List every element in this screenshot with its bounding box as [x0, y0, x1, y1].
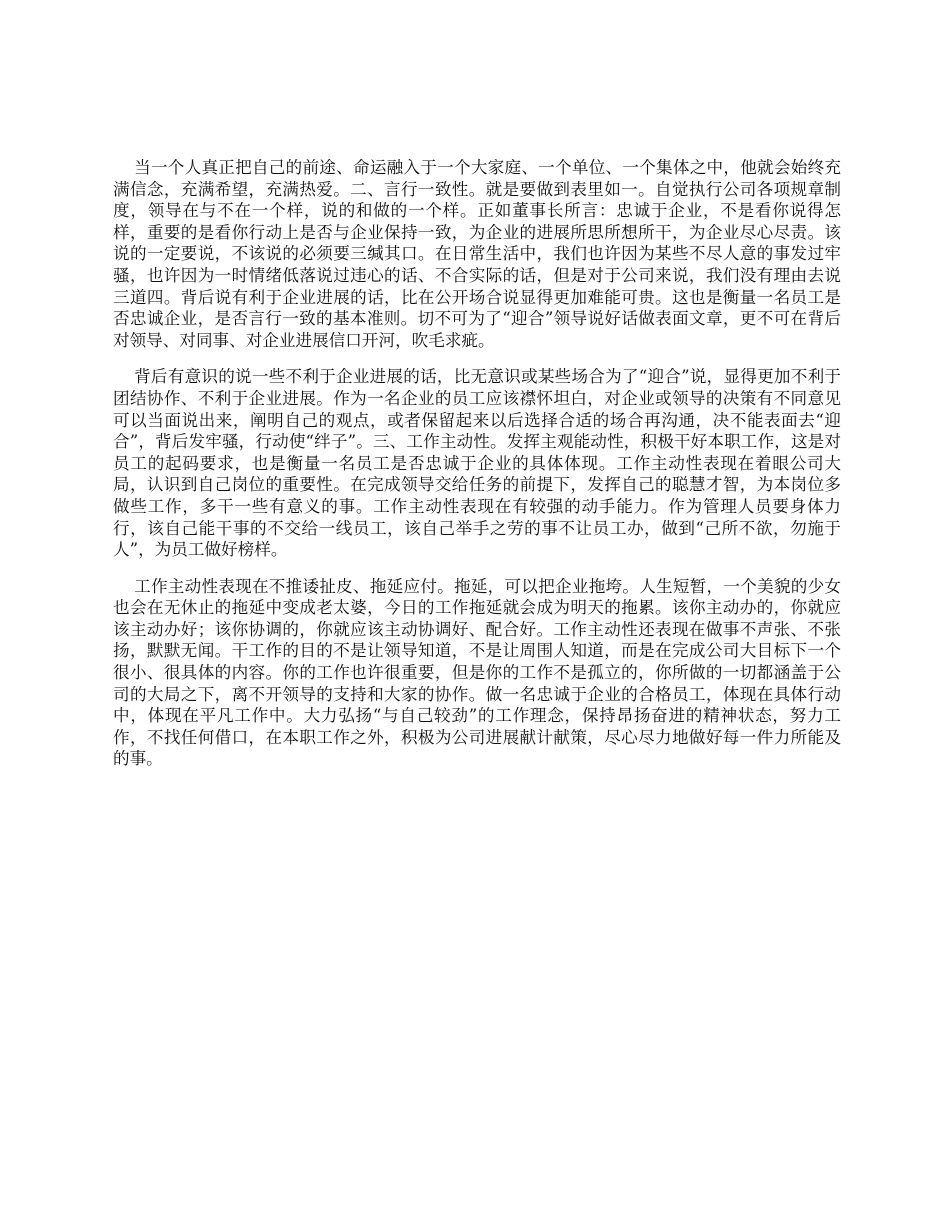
- paragraph-3: 工作主动性表现在不推诿扯皮、拖延应付。拖延，可以把企业拖垮。人生短暂，一个美貌的少女也会在无休止的拖延中变成老太婆，今日的工作拖延就会成为明天的拖累。该你主动办的，你就应该主动办好；该你协调的，你就应该主动协调好、配合好。工作主动性还表现在做事不声张、不张扬，默默无闻。干工作的目的不是让领导知道，不是让周围人知道，而是在完成公司大目标下一个很小、很具体的内容。你的工作也许很重要，但是你的工作不是孤立的，你所做的一切都涵盖于公司的大局之下，离不开领导的支持和大家的协作。做一名忠诚于企业的合格员工，体现在具体行动中，体现在平凡工作中。大力弘扬“与自己较劲”的工作理念，保持昂扬奋进的精神状态，努力工作，不找任何借口，在本职工作之外，积极为公司进展献计献策，尽心尽力地做好每一件力所能及的事。: [113, 576, 841, 769]
- paragraph-2: 背后有意识的说一些不利于企业进展的话，比无意识或某些场合为了“迎合”说，显得更加不利于团结协作、不利于企业进展。作为一名企业的员工应该襟怀坦白，对企业或领导的决策有不同意见可以当面说出来，阐明自己的观点，或者保留起来以后选择合适的场合再沟通，决不能表面去“迎合”，背后发牢骚，行动使“绊子”。三、工作主动性。发挥主观能动性，积极干好本职工作，这是对员工的起码要求，也是衡量一名员工是否忠诚于企业的具体体现。工作主动性表现在着眼公司大局，认识到自己岗位的重要性。在完成领导交给任务的前提下，发挥自己的聪慧才智，为本岗位多做些工作，多干一些有意义的事。工作主动性表现在有较强的动手能力。作为管理人员要身体力行，该自己能干事的不交给一线员工，该自己举手之劳的事不让员工办，做到“己所不欲，勿施于人”，为员工做好榜样。: [113, 367, 841, 560]
- paragraph-1: 当一个人真正把自己的前途、命运融入于一个大家庭、一个单位、一个集体之中，他就会始终充满信念，充满希望，充满热爱。二、言行一致性。就是要做到表里如一。自觉执行公司各项规章制度，领导在与不在一个样，说的和做的一个样。正如董事长所言：忠诚于企业，不是看你说得怎样，重要的是看你行动上是否与企业保持一致，为企业的进展所思所想所干，为企业尽心尽责。该说的一定要说，不该说的必须要三缄其口。在日常生活中，我们也许因为某些不尽人意的事发过牢骚，也许因为一时情绪低落说过违心的话、不合实际的话，但是对于公司来说，我们没有理由去说三道四。背后说有利于企业进展的话，比在公开场合说显得更加难能可贵。这也是衡量一名员工是否忠诚企业，是否言行一致的基本准则。切不可为了“迎合”领导说好话做表面文章，更不可在背后对领导、对同事、对企业进展信口开河，吹毛求疵。: [113, 158, 841, 350]
- document-page: [113, 157, 841, 785]
